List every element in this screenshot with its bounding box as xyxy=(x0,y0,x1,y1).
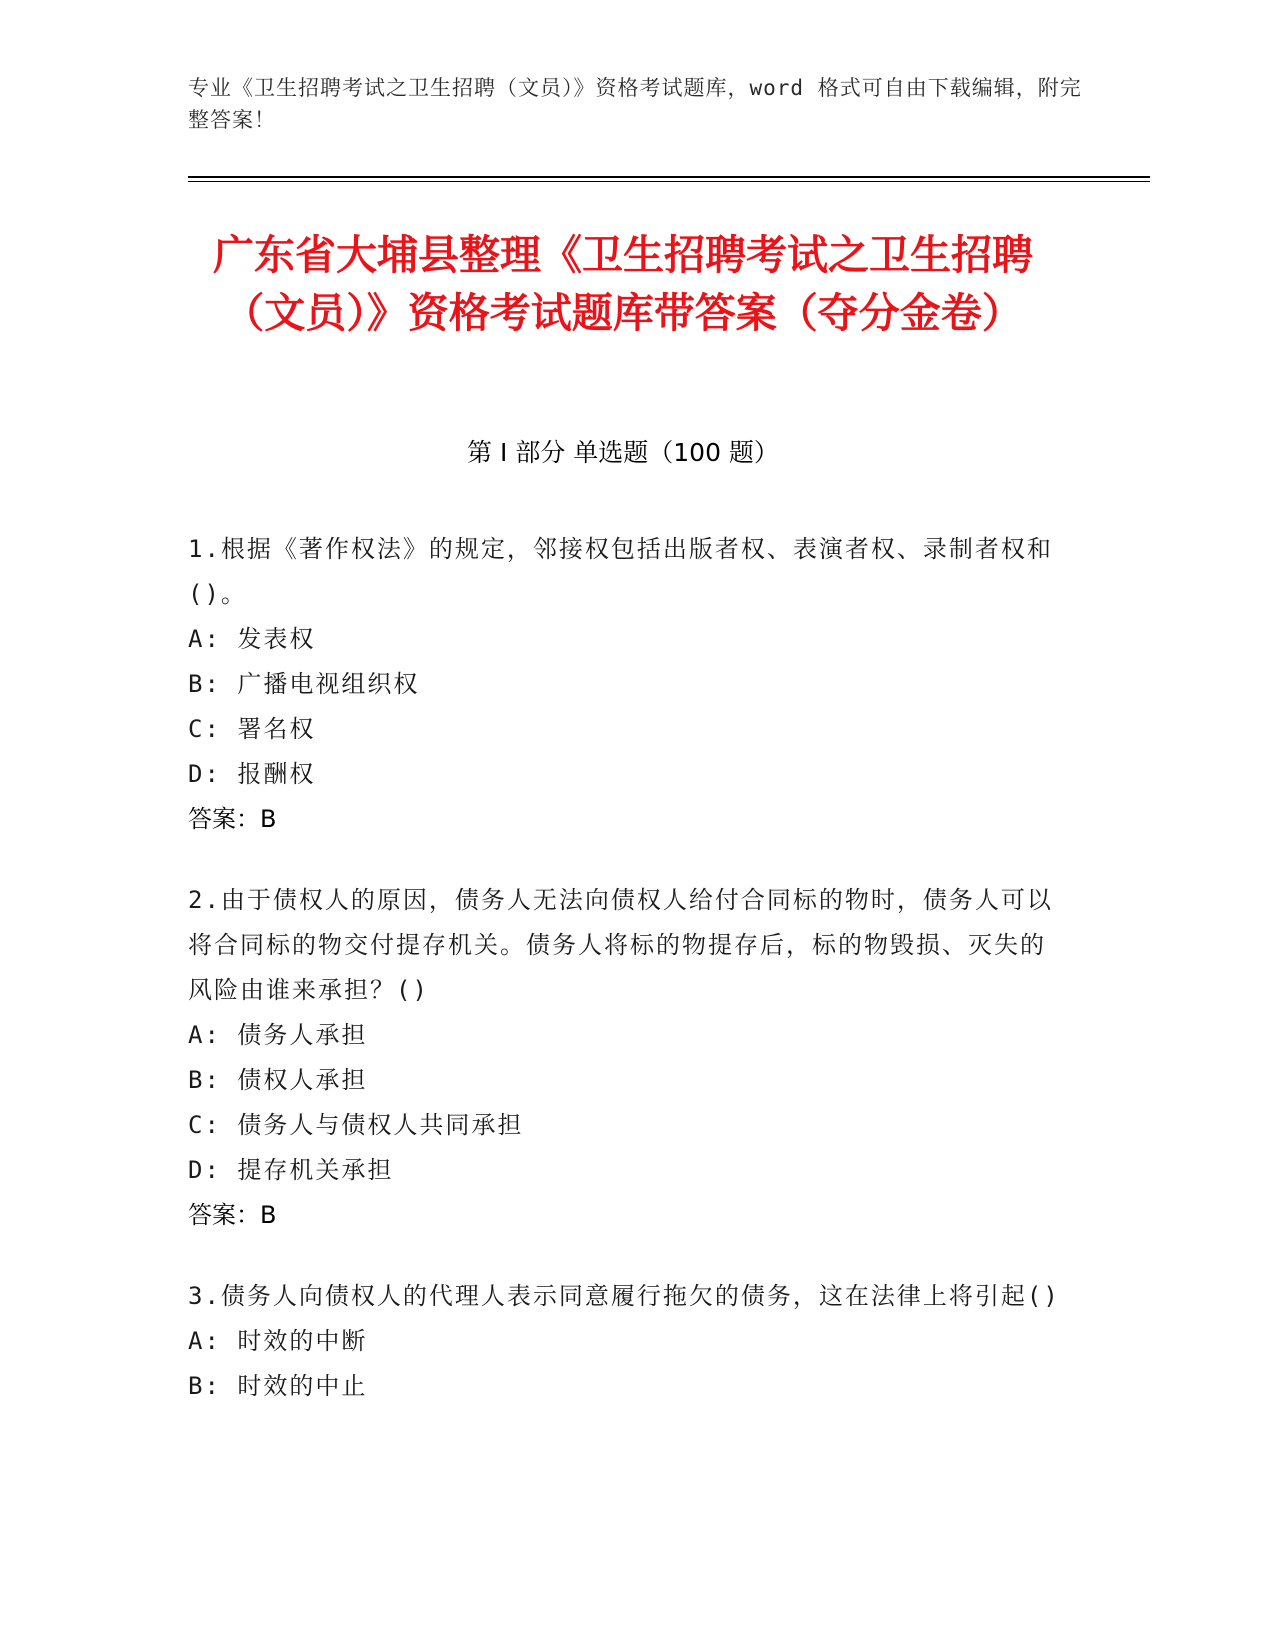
option-a: A: 发表权 xyxy=(188,625,316,653)
answer-line: 答案：B xyxy=(188,1201,277,1229)
option-a: A: 时效的中断 xyxy=(188,1327,368,1355)
option-a: A: 债务人承担 xyxy=(188,1021,368,1049)
option-b: B: 时效的中止 xyxy=(188,1372,368,1400)
question-stem: 2.由于债权人的原因，债务人无法向债权人给付合同标的物时，债务人可以将合同标的物交付提存机关。债务人将标的物提存后，标的物毁损、灭失的风险由谁来承担？() xyxy=(188,886,1053,1004)
question-list xyxy=(188,527,1068,1445)
option-d: D: 提存机关承担 xyxy=(188,1156,394,1184)
document-title: 广东省大埔县整理《卫生招聘考试之卫生招聘（文员）》资格考试题库带答案（夺分金卷） xyxy=(213,231,1033,337)
option-c: C: 署名权 xyxy=(188,715,316,743)
question-stem: 1.根据《著作权法》的规定，邻接权包括出版者权、表演者权、录制者权和()。 xyxy=(188,535,1053,608)
option-b: B: 广播电视组织权 xyxy=(188,670,420,698)
option-d: D: 报酬权 xyxy=(188,760,316,788)
question-3 xyxy=(188,1274,1068,1409)
answer-line: 答案：B xyxy=(188,805,277,833)
option-b: B: 债权人承担 xyxy=(188,1066,368,1094)
question-stem: 3.债务人向债权人的代理人表示同意履行拖欠的债务，这在法律上将引起() xyxy=(188,1282,1060,1310)
section-heading: 第 I 部分 单选题（100 题） xyxy=(467,438,779,467)
header-divider-thick xyxy=(188,176,1150,178)
header-divider-thin xyxy=(188,181,1150,182)
question-1 xyxy=(188,527,1068,842)
header-note: 专业《卫生招聘考试之卫生招聘（文员）》资格考试题库，word 格式可自由下载编辑，附完整答案！ xyxy=(188,76,1082,132)
question-2 xyxy=(188,878,1068,1238)
option-c: C: 债务人与债权人共同承担 xyxy=(188,1111,524,1139)
